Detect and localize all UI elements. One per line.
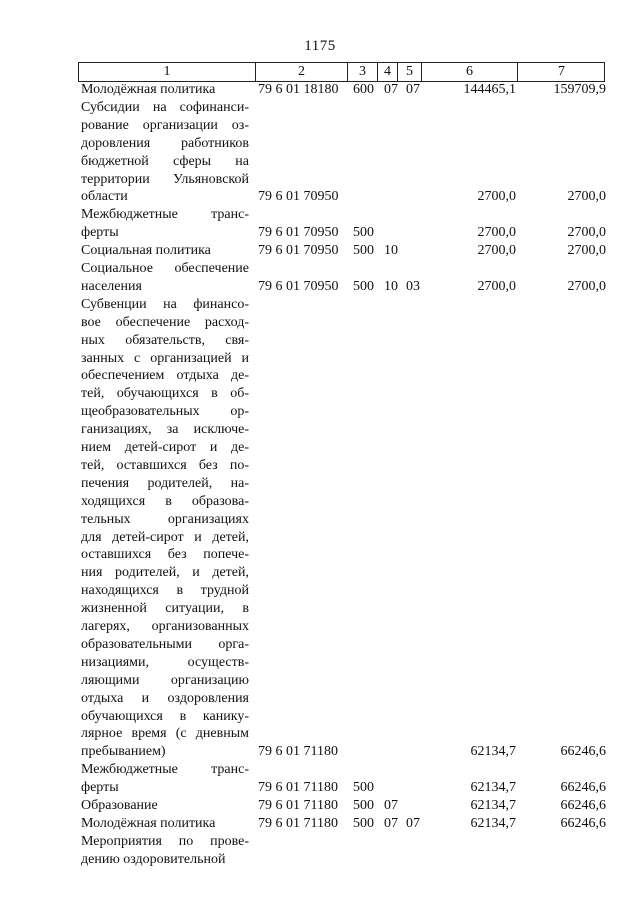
row-description-line: Мероприятия по прове- <box>81 833 249 849</box>
row-description-line: дению оздоровительной <box>81 851 226 867</box>
row-col-3: 500 <box>353 225 374 241</box>
row-description-line: низациями, осуществ- <box>81 654 249 670</box>
row-description-line: ходящихся в образова- <box>81 493 249 509</box>
row-description-line: вое обеспечение расход- <box>81 314 249 330</box>
row-value-col-7: 66246,6 <box>560 744 606 760</box>
row-code: 79 6 01 71180 <box>258 744 338 760</box>
header-col-3: 3 <box>347 63 377 81</box>
row-description-line: для детей-сирот и детей, <box>81 529 249 545</box>
row-value-col-6: 62134,7 <box>470 798 516 813</box>
row-description-line: Молодёжная политика <box>81 815 216 831</box>
row-value-col-6: 62134,7 <box>470 780 516 796</box>
row-description-line: Межбюджетные транс- <box>81 207 249 223</box>
row-description-line: занных с организацией и <box>81 350 249 366</box>
row-description-line: жизненной ситуации, в <box>81 601 249 617</box>
row-description-line: тей, обучающихся в об- <box>81 386 249 402</box>
row-col-4: 07 <box>384 82 398 97</box>
row-col-5: 07 <box>406 82 420 97</box>
row-code: 79 6 01 70950 <box>258 189 339 205</box>
row-description-line: бюджетной сферы на <box>81 153 249 169</box>
row-col-4: 07 <box>384 798 398 813</box>
header-col-4: 4 <box>377 63 397 81</box>
row-description-line: населения <box>81 278 142 294</box>
row-description-line: области <box>81 189 128 205</box>
row-description-line: лагерях, организованных <box>81 619 249 634</box>
row-description-line: рование организации оз- <box>81 117 249 133</box>
row-code: 79 6 01 18180 <box>258 82 339 97</box>
row-col-3: 500 <box>353 780 374 796</box>
row-col-5: 07 <box>406 815 420 831</box>
row-description-line: ферты <box>81 225 119 241</box>
row-description-line: обучающихся в канику- <box>81 708 249 724</box>
row-col-4: 07 <box>384 815 398 831</box>
row-code: 79 6 01 71180 <box>258 815 338 831</box>
row-col-4: 10 <box>384 278 398 294</box>
row-value-col-6: 2700,0 <box>477 225 516 241</box>
row-description-line: лярное время (с дневным <box>81 726 249 742</box>
row-description-line: ляющими организацию <box>81 672 249 688</box>
row-description-line: Субсидии на софинанси- <box>81 99 249 115</box>
row-col-4: 10 <box>384 243 398 259</box>
page-number: 1175 <box>304 38 336 54</box>
header-col-1: 1 <box>163 64 171 79</box>
row-description-line: находящихся в трудной <box>81 583 249 599</box>
row-description-line: тей, оставшихся без по- <box>81 457 249 473</box>
row-code: 79 6 01 70950 <box>258 225 339 241</box>
row-description-line: обеспечением отдыха де- <box>81 368 249 384</box>
row-description-line: Субвенции на финансо- <box>81 296 249 312</box>
row-col-3: 500 <box>353 815 374 831</box>
row-description-line: тельных организациях <box>81 511 249 527</box>
row-value-col-6: 2700,0 <box>477 189 516 205</box>
table-header <box>78 62 605 82</box>
row-description-line: Молодёжная политика <box>81 82 216 97</box>
row-code: 79 6 01 71180 <box>258 780 338 796</box>
header-col-6: 6 <box>421 63 517 81</box>
row-code: 79 6 01 70950 <box>258 278 339 294</box>
row-description-line: отдыха и оздоровления <box>81 690 249 706</box>
row-description-line: образовательными орга- <box>81 636 249 652</box>
row-col-3: 500 <box>353 278 374 294</box>
row-value-col-7: 66246,6 <box>560 780 606 796</box>
row-description-line: нием детей-сирот и де- <box>81 440 249 455</box>
row-description-line: оставшихся без попече- <box>81 547 249 563</box>
row-description-line: ганизациях, за исключе- <box>81 422 249 438</box>
row-description-line: пребыванием) <box>81 744 166 760</box>
row-description-line: Образование <box>81 798 158 813</box>
row-value-col-7: 66246,6 <box>560 815 606 831</box>
row-description-line: ных обязательств, свя- <box>81 332 249 348</box>
row-value-col-6: 2700,0 <box>477 278 516 294</box>
row-value-col-6: 144465,1 <box>463 82 516 97</box>
row-description-line: печения родителей, на- <box>81 475 249 491</box>
row-description-line: Межбюджетные транс- <box>81 762 249 778</box>
header-col-2: 2 <box>255 63 347 81</box>
row-value-col-6: 62134,7 <box>470 744 516 760</box>
row-description-line: ферты <box>81 780 119 796</box>
row-code: 79 6 01 71180 <box>258 798 338 813</box>
row-description-line: щеобразовательных ор- <box>81 404 249 420</box>
row-value-col-7: 2700,0 <box>567 189 606 205</box>
row-value-col-6: 62134,7 <box>470 815 516 831</box>
header-col-7: 7 <box>517 63 605 81</box>
row-value-col-6: 2700,0 <box>477 243 516 259</box>
row-col-3: 500 <box>353 243 374 259</box>
row-description-line: территории Ульяновской <box>81 171 249 187</box>
row-code: 79 6 01 70950 <box>258 243 339 259</box>
row-value-col-7: 66246,6 <box>560 798 606 813</box>
row-description-line: ния родителей, и детей, <box>81 565 249 581</box>
row-description-line: Социальное обеспечение <box>81 261 249 276</box>
header-col-5: 5 <box>397 63 421 81</box>
row-value-col-7: 159709,9 <box>553 82 606 97</box>
row-description-line: Социальная политика <box>81 243 211 259</box>
row-description-line: доровления работников <box>81 135 249 151</box>
row-value-col-7: 2700,0 <box>567 243 606 259</box>
row-value-col-7: 2700,0 <box>567 278 606 294</box>
row-col-3: 500 <box>353 798 374 813</box>
row-col-5: 03 <box>406 278 420 294</box>
row-col-3: 600 <box>353 82 374 97</box>
row-value-col-7: 2700,0 <box>567 225 606 241</box>
